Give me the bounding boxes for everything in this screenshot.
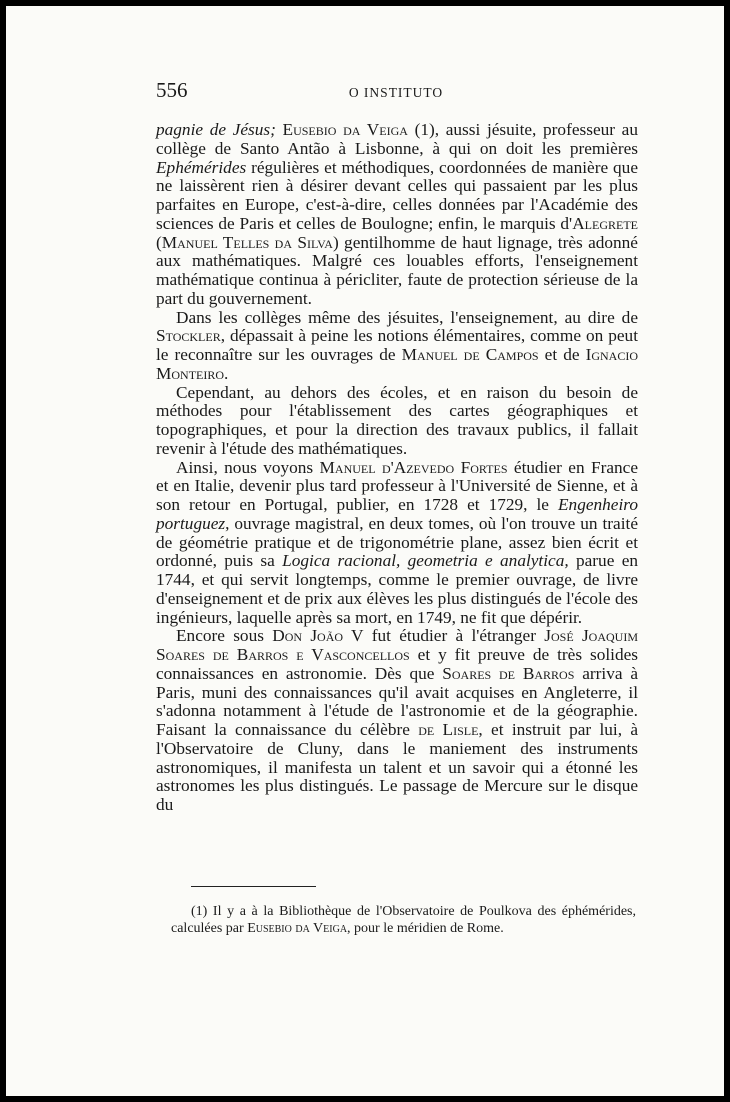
text-italic: Ephémérides xyxy=(156,157,247,177)
person-name: Don João V xyxy=(272,626,364,646)
paragraph-5 xyxy=(156,627,638,815)
text-run: et de xyxy=(538,345,586,364)
paragraph-2 xyxy=(156,309,638,384)
text-run: , ouvrage magistral, en deux tomes, où l'on trouve un traité de géométrie pratique et de trigonométrie plane, assez bien écrit et ordonné, puis sa xyxy=(156,513,638,571)
text-run xyxy=(276,120,283,139)
text-run: régulières et méthodiques, coordonnées de manière que ne laissèrent rien à désirer devant celles qui passaient par les plus parfaites en Europe, c'est-à-dire, celles données par l'Académie des sciences de Paris et celles de Boulogne; enfin, le marquis d' xyxy=(156,157,638,233)
book-page xyxy=(6,6,724,1096)
text-run: Cependant, au dehors des écoles, et en raison du besoin de méthodes pour l'établissement des cartes géographiques et topographiques, et pour la direction des travaux publics, il fallait revenir à l'étude des mathématiques. xyxy=(156,382,638,458)
person-name: Manuel d'Azevedo Fortes xyxy=(319,457,508,477)
footnote-rule xyxy=(191,886,316,887)
running-head: O INSTITUTO xyxy=(348,85,444,100)
person-name: José Joaquim Soares de Barros e Vasconcellos xyxy=(156,626,638,664)
body-text xyxy=(156,121,638,815)
person-name: Soares de Barros xyxy=(442,663,575,683)
person-name: Ignacio Monteiro xyxy=(156,345,638,383)
text-run: , pour le méridien de Rome. xyxy=(347,921,504,936)
text-run: Dans les collèges même des jésuites, l'enseignement, au dire de xyxy=(176,307,638,327)
page-header xyxy=(156,78,636,104)
text-run: étudier en France et en Italie, devenir plus tard professeur à l'Université de Sienne, et à son retour en Portugal, publier, en 1728 et 1729, le xyxy=(156,457,638,514)
text-run: Ainsi, nous voyons xyxy=(176,457,320,477)
text-run: Encore sous xyxy=(176,626,273,646)
text-run: ( xyxy=(156,232,162,252)
text-run: fut étudier à l'étranger xyxy=(363,626,545,646)
text-run: , et instruit par lui, à l'Observatoire de Cluny, dans le maniement des instruments astronomiques, il manifesta un talent et un savoir qui a étonné les astronomes les plus distingués. Le passage de Mercure sur le disque du xyxy=(156,720,638,814)
text-run: ) gentilhomme de haut lignage, très adonné aux mathématiques. Malgré ces louables efforts, l'enseignement mathématique continua à péricliter, faute de protection sérieuse de la part du gouvernement. xyxy=(156,232,638,308)
person-name: Alegrete xyxy=(572,213,638,233)
person-name: Manuel Telles da Silva xyxy=(161,232,333,252)
paragraph-1 xyxy=(156,121,638,309)
text-run: . xyxy=(224,363,229,383)
paragraph-3 xyxy=(156,384,638,459)
book-title: Engenheiro portuguez xyxy=(156,495,638,533)
person-name: Stockler xyxy=(156,326,221,346)
paragraph-4 xyxy=(156,459,638,628)
person-name: Eusebio da Veiga xyxy=(282,120,408,139)
text-run: (1) Il y a à la Bibliothèque de l'Observatoire de Poulkova des éphémérides, calculées par xyxy=(171,904,636,936)
text-run: arriva à Paris, muni des connaissances qu'il avait acquises en Angleterre, il s'adonna notamment à l'étude de l'astronomie et de la géographie. Faisant la connaissance du célèbre xyxy=(156,663,638,739)
text-italic: pagnie de Jésus; xyxy=(156,120,276,139)
text-run: parue en 1744, et qui servit longtemps, comme le premier ouvrage, de livre d'enseignement et de prix aux élèves les plus distingués de l'école des ingénieurs, laquelle après sa mort, en 1749, ne fit que dépérir. xyxy=(156,551,638,627)
person-name: Manuel de Campos xyxy=(401,345,539,364)
page-number: 556 xyxy=(156,78,188,102)
book-title: Logica racional, geometria e analytica, xyxy=(282,551,569,571)
text-run: , dépassait à peine les notions élémentaires, comme on peut le reconnaître sur les ouvrages de xyxy=(156,326,638,364)
text-run: (1), aussi jésuite, professeur au collège de Santo Antão à Lisbonne, à qui on doit les premières xyxy=(156,120,638,158)
footnote xyxy=(171,903,636,937)
person-name: Eusebio da Veiga xyxy=(247,921,348,936)
text-run: et y fit preuve de très solides connaissances en astronomie. Dès que xyxy=(156,645,639,683)
person-name: de Lisle xyxy=(418,720,479,739)
